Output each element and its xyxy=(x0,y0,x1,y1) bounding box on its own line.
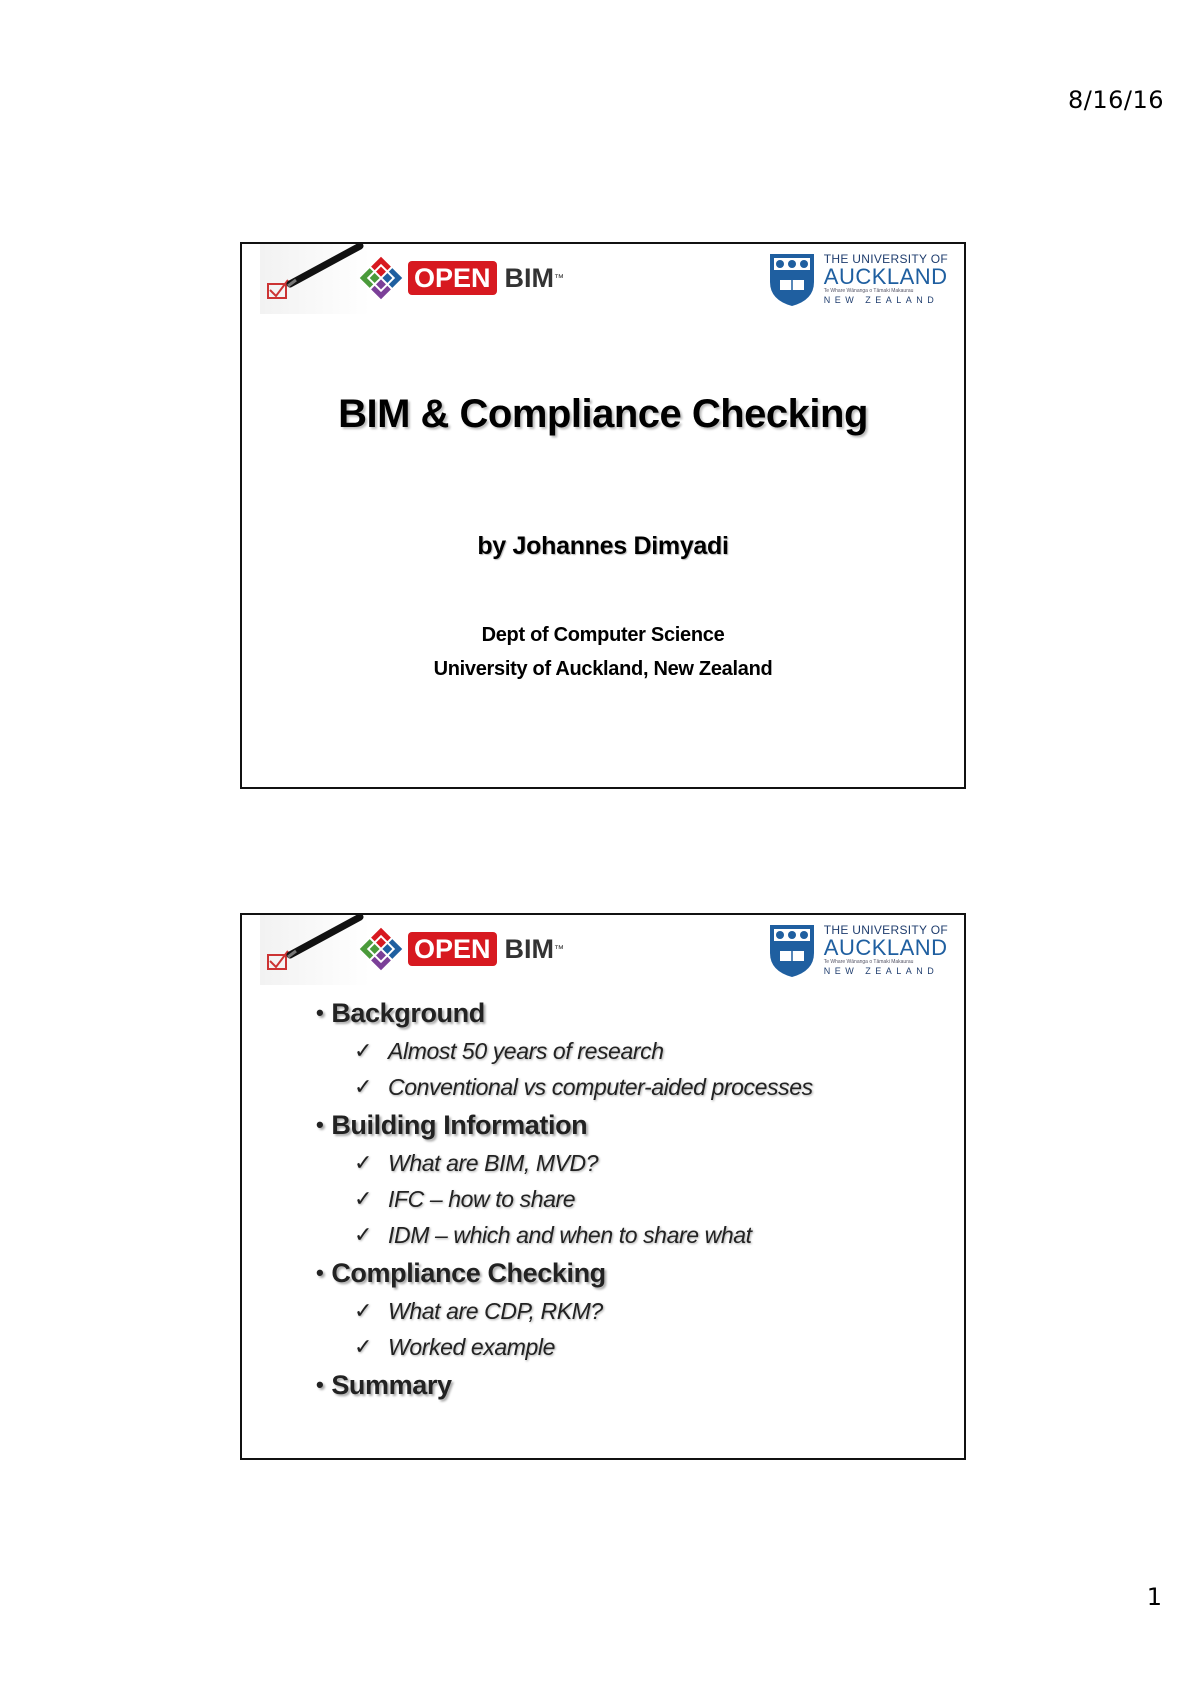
slide-title-text: BIM & Compliance Checking xyxy=(338,392,868,436)
checkmark-icon: ✓ xyxy=(354,1186,373,1211)
pen-checkbox-icon xyxy=(260,244,370,314)
slide-header xyxy=(242,244,964,330)
outline-item-label: Almost 50 years of research xyxy=(388,1037,664,1064)
outline-item xyxy=(316,1033,944,1069)
pen-checkbox-icon xyxy=(260,915,370,985)
outline-section xyxy=(316,1105,944,1145)
outline-item-label: Conventional vs computer-aided processes xyxy=(388,1073,813,1100)
checkmark-icon: ✓ xyxy=(354,1038,373,1063)
outline-item xyxy=(316,1217,944,1253)
openbim-logo xyxy=(358,921,564,977)
checkmark-icon: ✓ xyxy=(354,1222,373,1247)
openbim-bim-text: BIM xyxy=(504,933,555,964)
outline-item xyxy=(316,1069,944,1105)
page-number: 1 xyxy=(1146,1583,1162,1611)
university-name-maori: Te Whare Wānanga o Tāmaki Makaurau xyxy=(823,288,914,294)
outline-item xyxy=(316,1181,944,1217)
slide-header xyxy=(242,915,964,1001)
slide-title xyxy=(240,242,966,789)
openbim-tm: ™ xyxy=(554,943,565,955)
outline-section-label: Background xyxy=(331,997,485,1028)
checkmark-icon: ✓ xyxy=(354,1074,373,1099)
outline-section-label: Compliance Checking xyxy=(331,1257,606,1288)
outline-section xyxy=(316,1365,944,1405)
university-crest-icon xyxy=(768,923,816,979)
checkmark-icon: ✓ xyxy=(354,1334,373,1359)
outline-item-label: What are BIM, MVD? xyxy=(388,1149,599,1176)
university-country: NEW ZEALAND xyxy=(823,966,939,976)
university-country: NEW ZEALAND xyxy=(823,295,939,305)
outline-section xyxy=(316,1253,944,1293)
university-name-line1: THE UNIVERSITY OF xyxy=(823,923,948,937)
bullet-icon: • xyxy=(316,1000,324,1025)
university-name-maori: Te Whare Wānanga o Tāmaki Makaurau xyxy=(823,959,914,965)
slide-author: by Johannes Dimyadi xyxy=(477,532,729,560)
outline-item xyxy=(316,1293,944,1329)
openbim-mark-icon xyxy=(358,926,404,972)
university-name-line1: THE UNIVERSITY OF xyxy=(823,252,948,266)
outline-item xyxy=(316,1329,944,1365)
university-name-line2: AUCKLAND xyxy=(823,935,948,960)
bullet-icon: • xyxy=(316,1260,324,1285)
openbim-open-text: OPEN xyxy=(408,261,497,295)
affiliation-university: University of Auckland, New Zealand xyxy=(433,658,773,680)
openbim-mark-icon xyxy=(358,255,404,301)
outline-list xyxy=(316,993,944,1405)
slide-outline xyxy=(240,913,966,1460)
outline-section xyxy=(316,993,944,1033)
openbim-logo xyxy=(358,250,564,306)
openbim-open-text: OPEN xyxy=(408,932,497,966)
outline-section-label: Summary xyxy=(331,1369,452,1400)
university-logo xyxy=(768,923,948,979)
outline-item-label: Worked example xyxy=(388,1333,556,1360)
university-logo xyxy=(768,252,948,308)
checkmark-icon: ✓ xyxy=(354,1150,373,1175)
university-crest-icon xyxy=(768,252,816,308)
outline-item-label: IDM – which and when to share what xyxy=(388,1221,752,1248)
outline-item-label: What are CDP, RKM? xyxy=(388,1297,603,1324)
openbim-tm: ™ xyxy=(554,272,565,284)
slide-affiliation xyxy=(242,618,964,686)
checkmark-icon: ✓ xyxy=(354,1298,373,1323)
university-name-line2: AUCKLAND xyxy=(823,264,948,289)
outline-section-label: Building Information xyxy=(331,1109,588,1140)
affiliation-dept: Dept of Computer Science xyxy=(481,624,725,646)
bullet-icon: • xyxy=(316,1372,324,1397)
openbim-bim-text: BIM xyxy=(504,262,555,293)
outline-item-label: IFC – how to share xyxy=(388,1185,576,1212)
outline-item xyxy=(316,1145,944,1181)
bullet-icon: • xyxy=(316,1112,324,1137)
page-date: 8/16/16 xyxy=(1067,86,1164,114)
